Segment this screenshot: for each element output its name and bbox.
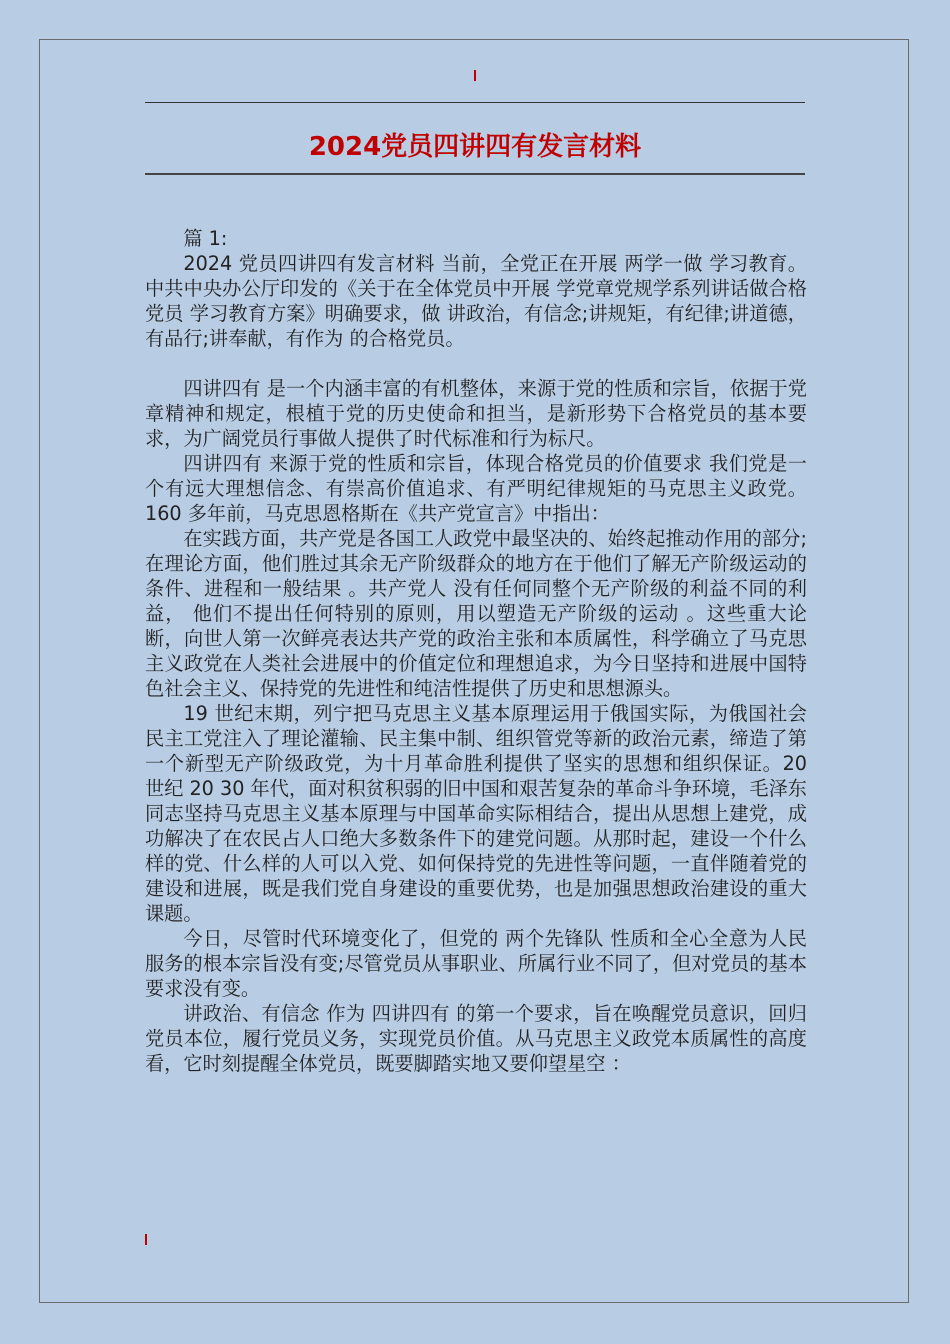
body-paragraph: 讲政治、有信念 作为 四讲四有 的第一个要求，旨在唤醒党员意识，回归党员本位，履行党员义务，实现党员价值。从马克思主义政党本质属性的高度看，它时刻提醒全体党员，既要脚踏实地又要仰望星空 ： bbox=[145, 1002, 807, 1075]
document-title: 2024党员四讲四有发言材料 bbox=[308, 132, 642, 162]
footer-marker bbox=[145, 1234, 147, 1245]
header-marker bbox=[474, 70, 476, 81]
header-rule bbox=[145, 102, 805, 103]
body-paragraph: 19 世纪末期，列宁把马克思主义基本原理运用于俄国实际，为俄国社会民主工党注入了理论灌输、民主集中制、组织管党等新的政治元素，缔造了第一个新型无产阶级政党，为十月革命胜利提供了坚实的思想和组织保证。20 世纪 20 30 年代，面对积贫积弱的旧中国和艰苦复杂的革命斗争环境，毛泽东同志坚持马克思主义基本原理与中国革命实际相结合，提出从思想上建党，成功解决了在农民占人口绝大多数条件下的建党问题。从那时起，建设一个什么样的党、什么样的人可以入党、如何保持党的先进性等问题，一直伴随着党的建设和进展，既是我们党自身建设的重要优势，也是加强思想政治建设的重大课题。 bbox=[145, 702, 807, 925]
body-paragraph: 四讲四有 来源于党的性质和宗旨，体现合格党员的价值要求 我们党是一个有远大理想信念、有崇高价值追求、有严明纪律规矩的马克思主义政党。160 多年前，马克思恩格斯在《共产党宣言》中指出： bbox=[145, 452, 807, 525]
body-paragraph: 四讲四有 是一个内涵丰富的有机整体，来源于党的性质和宗旨，依据于党章精神和规定，根植于党的历史使命和担当，是新形势下合格党员的基本要求，为广阔党员行事做人提供了时代标准和行为标尺。 bbox=[145, 377, 807, 450]
body-paragraph: 在实践方面，共产党是各国工人政党中最坚决的、始终起推动作用的部分;在理论方面，他们胜过其余无产阶级群众的地方在于他们了解无产阶级运动的条件、进程和一般结果 。共产党人 没有任何同整个无产阶级的利益不同的利益， 他们不提出任何特别的原则，用以塑造无产阶级的运动 。这些重大论断，向世人第一次鲜亮表达共产党的政治主张和本质属性，科学确立了马克思主义政党在人类社会进展中的价值定位和理想追求，为今日坚持和进展中国特色社会主义、保持党的先进性和纯洁性提供了历史和思想源头。 bbox=[145, 527, 807, 700]
body-paragraph: 今日，尽管时代环境变化了，但党的 两个先锋队 性质和全心全意为人民服务的根本宗旨没有变;尽管党员从事职业、所属行业不同了，但对党员的基本要求没有变。 bbox=[145, 927, 807, 1000]
document-body bbox=[145, 226, 807, 1076]
title-rule bbox=[145, 173, 805, 175]
section-label: 篇 1: bbox=[183, 227, 228, 250]
body-paragraph: 2024 党员四讲四有发言材料 当前，全党正在开展 两学一做 学习教育。中共中央办公厅印发的《关于在全体党员中开展 学党章党规学系列讲话做合格党员 学习教育方案》明确要求，做 讲政治，有信念;讲规矩，有纪律;讲道德，有品行;讲奉献，有作为 的合格党员。 bbox=[145, 252, 807, 350]
